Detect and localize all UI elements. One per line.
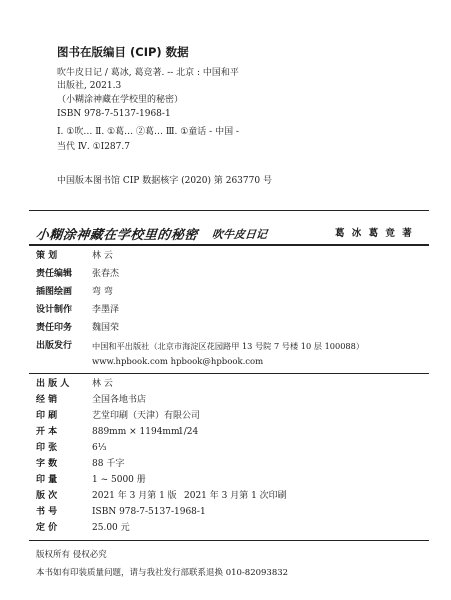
credit-value: 2021 年 3 月第 1 版: [92, 491, 177, 501]
credit-label: 印 量: [36, 475, 58, 485]
series-title: 小糊涂神藏在学校里的秘密: [35, 228, 199, 243]
publisher-web: www.hpbook.com hpbook@hpbook.com: [92, 357, 264, 367]
credit-value: 弯 弯: [92, 287, 113, 297]
credit-value: 1 ~ 5000 册: [92, 475, 146, 485]
credit-label: 经 销: [36, 395, 58, 405]
divider-bottom: [29, 540, 429, 541]
credit-label: 印 刷: [36, 411, 58, 421]
credit-label: 开 本: [36, 427, 58, 437]
credit-value-2: 1/24: [178, 427, 199, 437]
credit-label: 出版发行: [36, 341, 73, 351]
cip-heading: 图书在版编目 (CIP) 数据: [57, 45, 189, 59]
credit-value: ISBN 978-7-5137-1968-1: [92, 507, 206, 517]
credit-value: 魏国荣: [92, 323, 120, 333]
credit-label: 出 版 人: [36, 379, 70, 389]
credit-value: 25.00 元: [92, 523, 130, 533]
cip-line-3: （小糊涂神藏在学校里的秘密）: [57, 95, 184, 105]
credit-label: 责任印务: [36, 323, 73, 333]
cip-line-1: 吹牛皮日记 / 葛冰, 葛竞著. -- 北京 : 中国和平: [57, 68, 239, 78]
cip-line-2: 出版社, 2021.3: [57, 81, 122, 91]
credit-value: 6⅓: [92, 443, 107, 453]
cip-line-4: ISBN 978-7-5137-1968-1: [57, 109, 171, 119]
divider-top: [29, 210, 429, 211]
book-authors: 葛 冰 葛 竞 著: [335, 228, 414, 239]
credit-value-2: 2021 年 3 月第 1 次印刷: [184, 491, 287, 501]
credit-value: 889mm × 1194mm: [92, 427, 180, 437]
credit-value: 中国和平出版社（北京市海淀区花园路甲 13 号院 7 号楼 10 层 100088）: [92, 341, 365, 351]
credit-label: 插图绘画: [36, 287, 73, 297]
divider-middle: [29, 373, 429, 374]
credit-label: 设计制作: [36, 305, 73, 315]
cip-line-5: Ⅰ. ①吹… Ⅱ. ①葛… ②葛… Ⅲ. ①童话 - 中国 -: [57, 127, 239, 137]
credit-label: 印 张: [36, 443, 58, 453]
rights-notice: 版权所有 侵权必究: [36, 550, 107, 560]
book-title: 吹牛皮日记: [211, 228, 268, 241]
credit-label: 书 号: [36, 507, 58, 517]
credit-value: 张春杰: [92, 269, 120, 279]
credit-value: 艺堂印刷（天津）有限公司: [92, 411, 201, 421]
credit-value: 李墨泽: [92, 305, 120, 315]
credit-label: 定 价: [36, 523, 58, 533]
credit-label: 版 次: [36, 491, 58, 501]
credit-value: 88 千字: [92, 459, 125, 469]
divider-title: [29, 244, 429, 246]
credit-value: 全国各地书店: [92, 395, 147, 405]
cip-line-6: 当代 Ⅳ. ①I287.7: [57, 142, 130, 152]
credit-value: 林 云: [92, 251, 113, 261]
credit-label: 责任编辑: [36, 269, 73, 279]
credit-label: 策 划: [36, 251, 58, 261]
credit-label: 字 数: [36, 459, 58, 469]
cip-core-number: 中国版本图书馆 CIP 数据核字 (2020) 第 263770 号: [57, 176, 272, 186]
credit-value: 林 云: [92, 379, 113, 389]
quality-notice: 本书如有印装质量问题，请与我社发行部联系退换 010-82093832: [36, 568, 289, 578]
